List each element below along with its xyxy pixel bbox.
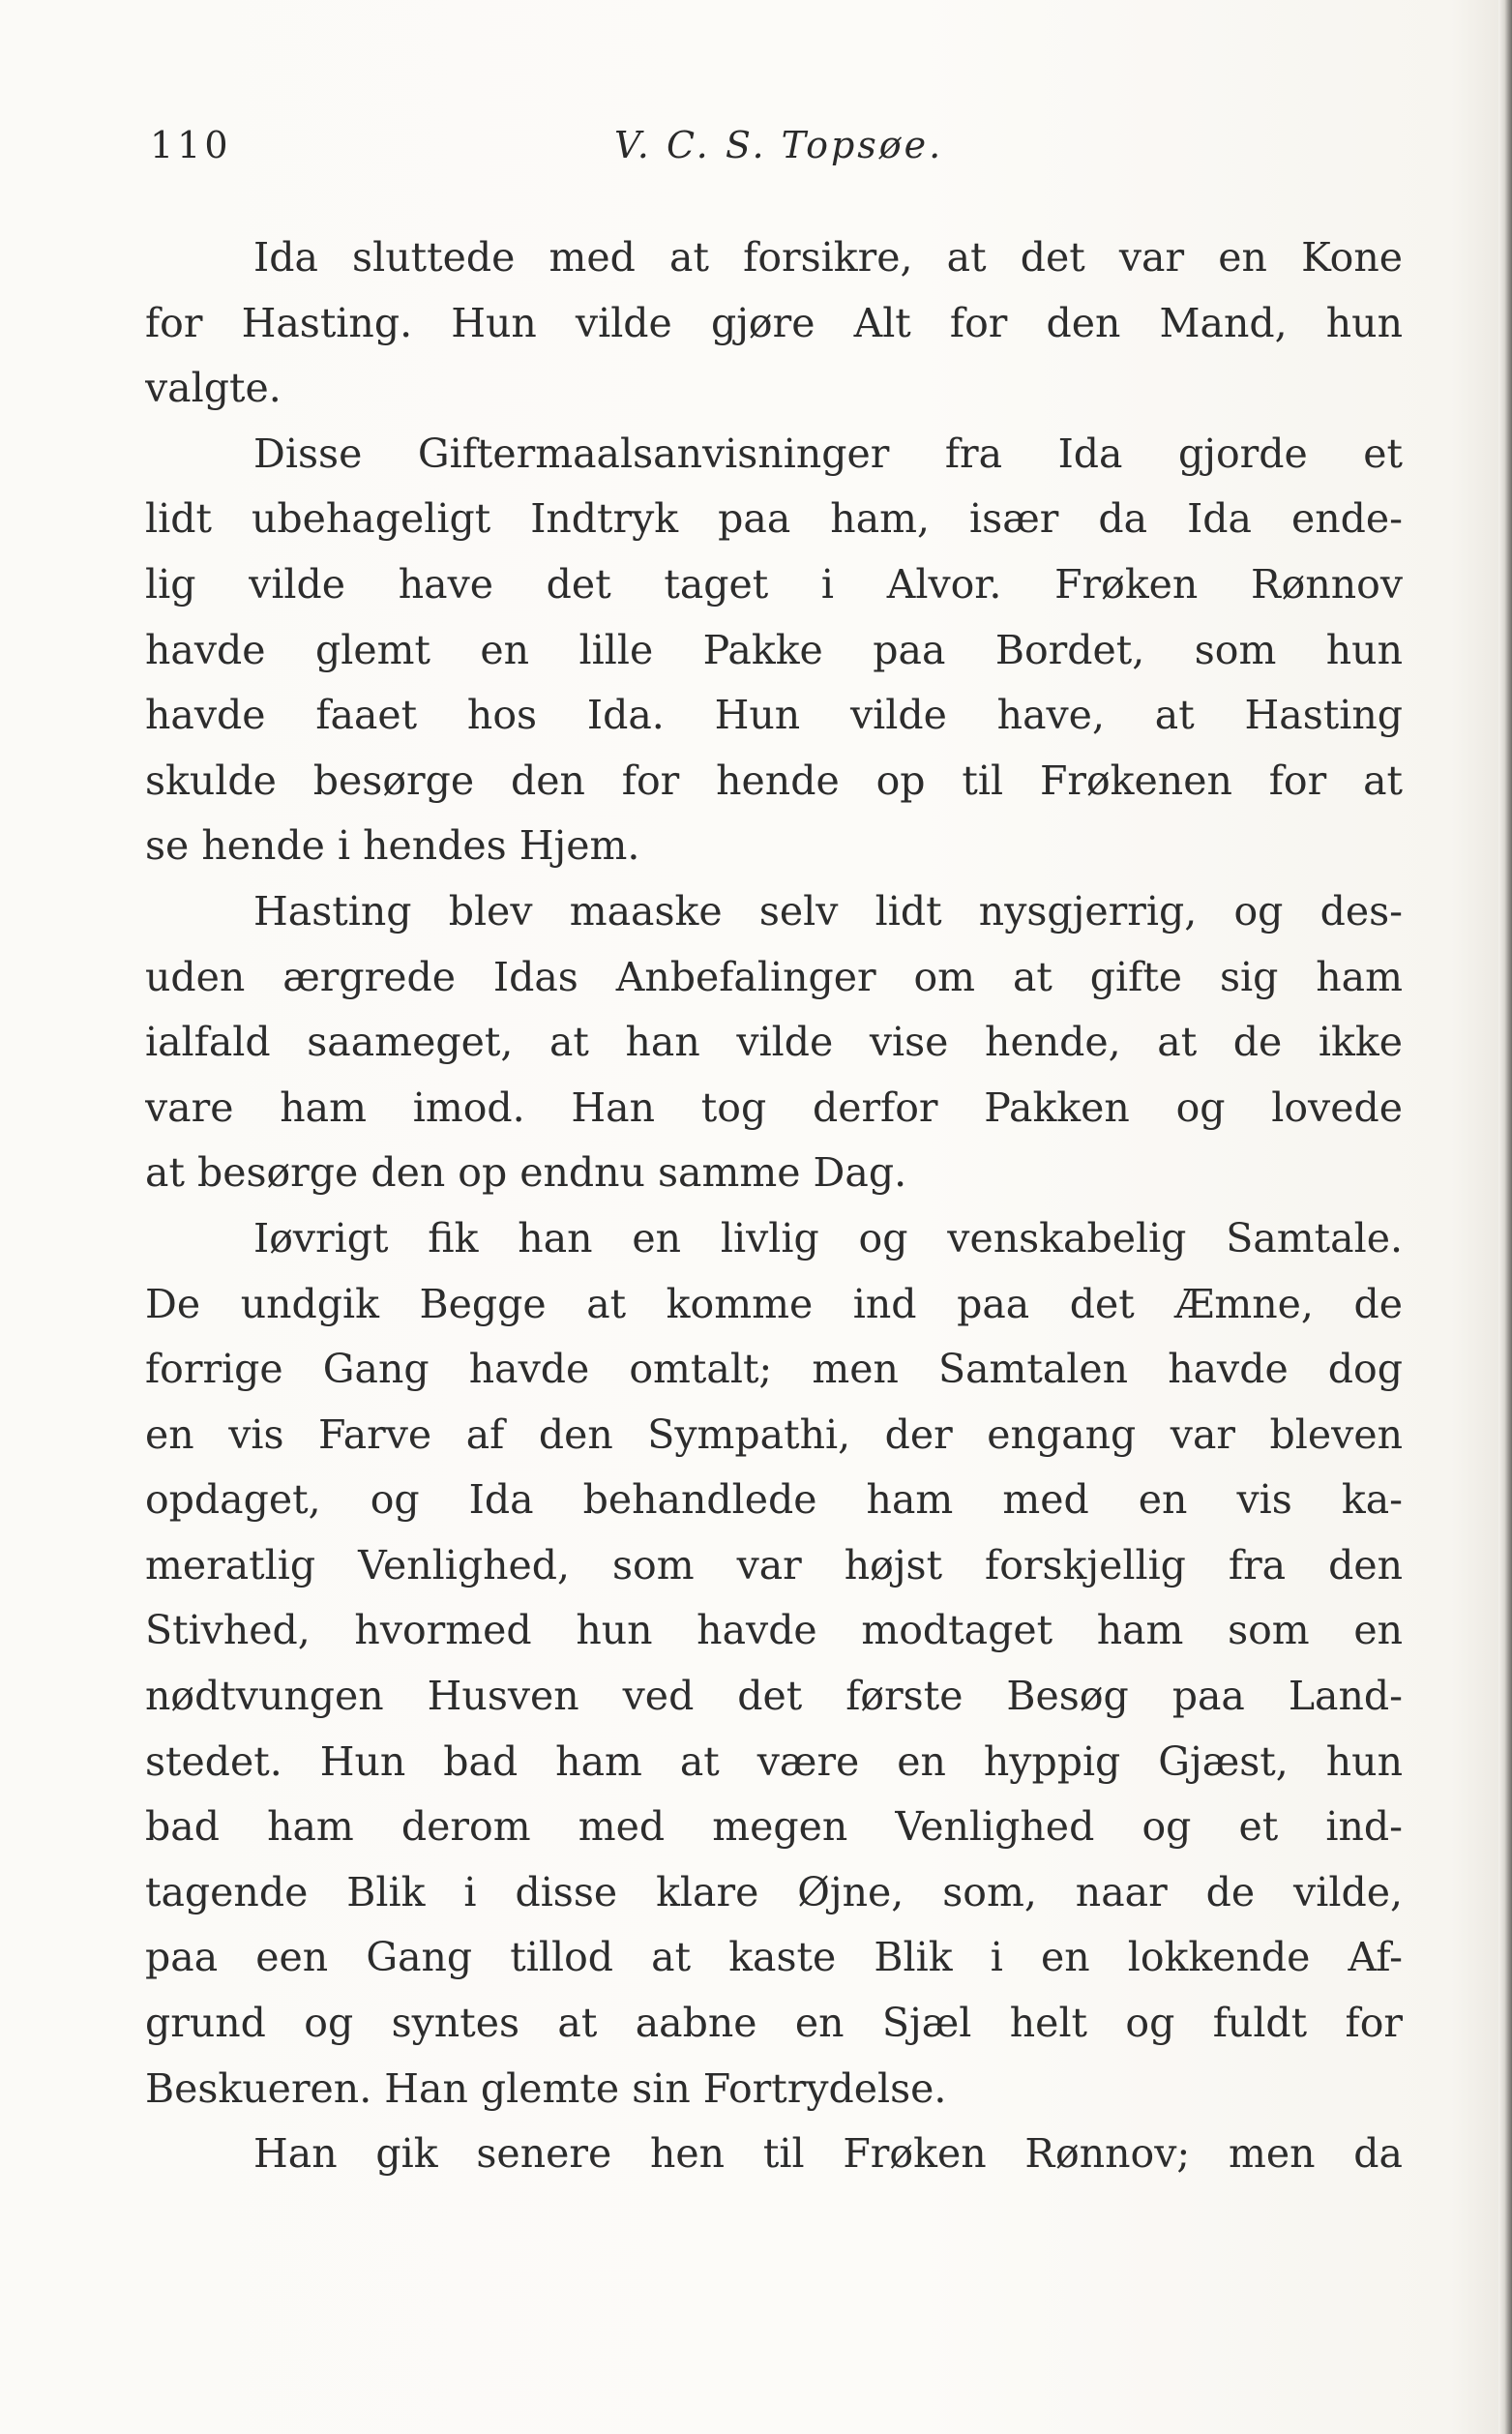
text-line: paa een Gang tillod at kaste Blik i en lokkende Af- — [145, 1934, 1403, 1981]
text-line: tagende Blik i disse klare Øjne, som, naar de vilde, — [145, 1868, 1403, 1915]
page-edge-shadow — [1498, 0, 1512, 2434]
text-line: lig vilde have det taget i Alvor. Frøken Rønnov — [145, 560, 1403, 608]
text-line: stedet. Hun bad ham at være en hyppig Gjæst, hun — [145, 1737, 1403, 1785]
text-line: ialfald saameget, at han vilde vise hende, at de ikke — [145, 1019, 1403, 1066]
text-line: lidt ubehageligt Indtryk paa ham, især da Ida ende- — [145, 495, 1403, 543]
text-line: Beskueren. Han glemte sin Fortrydelse. — [145, 2064, 947, 2112]
text-line: valgte. — [145, 365, 282, 412]
text-line: uden ærgrede Idas Anbefalinger om at gifte sig ham — [145, 953, 1403, 1000]
running-head: V. C. S. Topsøe. — [614, 124, 944, 166]
page-header — [150, 124, 1408, 182]
text-line: vare ham imod. Han tog derfor Pakken og lovede — [145, 1083, 1403, 1131]
text-line: se hende i hendes Hjem. — [145, 822, 640, 870]
text-line: Han gik senere hen til Frøken Rønnov; men da — [253, 2130, 1403, 2178]
text-line: Stivhed, hvormed hun havde modtaget ham som en — [145, 1607, 1403, 1654]
text-line: Disse Giftermaalsanvisninger fra Ida gjorde et — [253, 430, 1403, 477]
text-line: Iøvrigt fik han en livlig og venskabelig Samtale. — [253, 1214, 1403, 1262]
text-line: havde glemt en lille Pakke paa Bordet, som hun — [145, 626, 1403, 673]
text-line: grund og syntes at aabne en Sjæl helt og fuldt for — [145, 2000, 1403, 2047]
text-line: havde faaet hos Ida. Hun vilde have, at Hasting — [145, 692, 1403, 739]
text-line: opdaget, og Ida behandlede ham med en vis ka- — [145, 1476, 1403, 1524]
text-line: skulde besørge den for hende op til Frøkenen for at — [145, 757, 1403, 804]
body-text — [145, 225, 1403, 2187]
text-line: De undgik Begge at komme ind paa det Æmne, de — [145, 1280, 1403, 1327]
text-line: nødtvungen Husven ved det første Besøg paa Land- — [145, 1673, 1403, 1720]
page-number: 110 — [150, 124, 232, 166]
text-line: forrige Gang havde omtalt; men Samtalen havde dog — [145, 1346, 1403, 1393]
text-line: bad ham derom med megen Venlighed og et ind- — [145, 1803, 1403, 1851]
text-line: Hasting blev maaske selv lidt nysgjerrig, og des- — [253, 887, 1403, 935]
text-line: for Hasting. Hun vilde gjøre Alt for den Mand, hun — [145, 299, 1403, 346]
text-line: Ida sluttede med at forsikre, at det var en Kone — [253, 234, 1403, 281]
text-line: en vis Farve af den Sympathi, der engang var bleven — [145, 1410, 1403, 1458]
text-line: at besørge den op endnu samme Dag. — [145, 1149, 907, 1197]
text-line: meratlig Venlighed, som var højst forskjellig fra den — [145, 1541, 1403, 1588]
